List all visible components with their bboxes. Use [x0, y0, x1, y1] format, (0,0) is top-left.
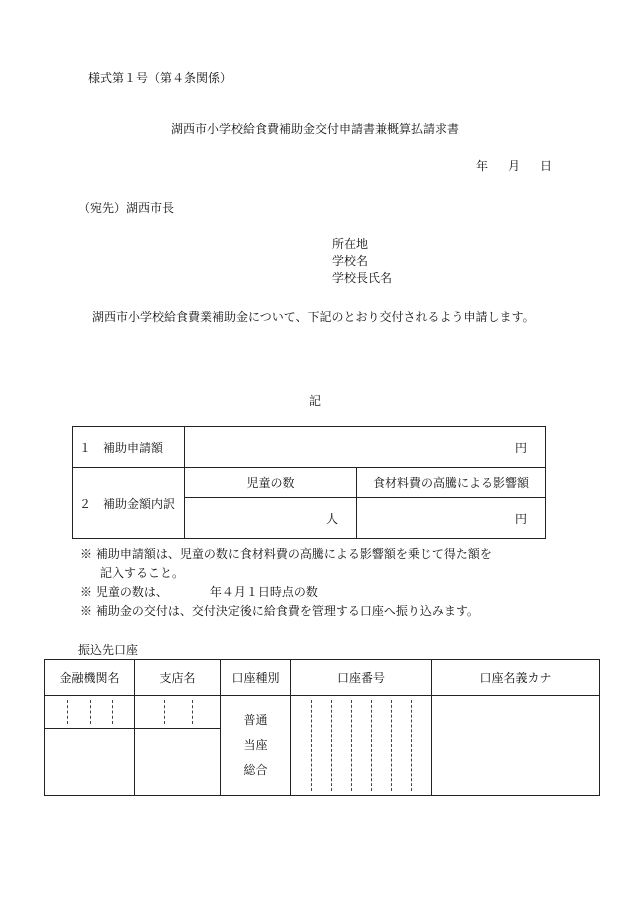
note-1-continuation: 記入すること。 — [100, 566, 185, 580]
bank-name-header: 金融機関名 — [45, 660, 135, 696]
application-text: 湖西市小学校給食費業補助金について、下記のとおり交付されるよう申請します。 — [92, 310, 535, 324]
branch-code-field[interactable] — [135, 696, 221, 729]
note-2 — [80, 583, 492, 602]
date-year: 年 — [476, 159, 489, 173]
applicant-block — [332, 236, 392, 287]
note-2-prefix: ※ 児童の数は、 — [80, 585, 168, 599]
branch-name-header: 支店名 — [135, 660, 221, 696]
ki-heading: 記 — [308, 394, 321, 408]
principal-name-label: 学校長氏名 — [332, 271, 393, 285]
account-number-header: 口座番号 — [291, 660, 432, 696]
yen-unit: 円 — [514, 511, 527, 526]
breakdown-label: ２ 補助金額内訳 — [73, 468, 185, 539]
bank-name-field[interactable] — [45, 729, 135, 796]
account-type-current[interactable]: 当座 — [243, 738, 268, 752]
notes — [80, 545, 492, 621]
impact-amount-field[interactable] — [357, 498, 546, 539]
addressee: （宛先）湖西市長 — [78, 201, 175, 215]
account-type-options[interactable] — [221, 696, 291, 796]
date-line — [476, 157, 552, 174]
bank-code-field[interactable] — [45, 696, 135, 729]
account-holder-kana-field[interactable] — [432, 696, 600, 796]
children-count-header: 児童の数 — [185, 468, 357, 498]
address-label: 所在地 — [332, 237, 369, 251]
subsidy-amount-field[interactable] — [185, 427, 546, 468]
school-name-label: 学校名 — [332, 254, 369, 268]
date-month: 月 — [508, 159, 521, 173]
subsidy-table — [72, 426, 546, 539]
account-number-field[interactable] — [291, 696, 432, 796]
note-3: ※ 補助金の交付は、交付決定後に給食費を管理する口座へ振り込みます。 — [80, 604, 479, 618]
account-type-header: 口座種別 — [221, 660, 291, 696]
date-day: 日 — [540, 159, 553, 173]
bank-account-caption: 振込先口座 — [78, 643, 139, 657]
impact-amount-header: 食材料費の高騰による影響額 — [357, 468, 546, 498]
children-count-field[interactable] — [185, 498, 357, 539]
branch-name-field[interactable] — [135, 729, 221, 796]
account-type-general[interactable]: 総合 — [243, 763, 268, 777]
account-type-ordinary[interactable]: 普通 — [243, 713, 268, 727]
note-2-suffix: 年４月１日時点の数 — [209, 585, 318, 599]
bank-account-table — [44, 659, 600, 796]
account-holder-kana-header: 口座名義カナ — [432, 660, 600, 696]
yen-unit: 円 — [514, 440, 527, 455]
form-number: 様式第１号（第４条関係） — [88, 71, 233, 85]
person-unit: 人 — [325, 511, 338, 526]
note-1: ※ 補助申請額は、児童の数に食材料費の高騰による影響額を乗じて得た額を — [80, 547, 492, 561]
subsidy-amount-label: １ 補助申請額 — [73, 427, 185, 468]
document-title: 湖西市小学校給食費補助金交付申請書兼概算払請求書 — [170, 122, 459, 136]
